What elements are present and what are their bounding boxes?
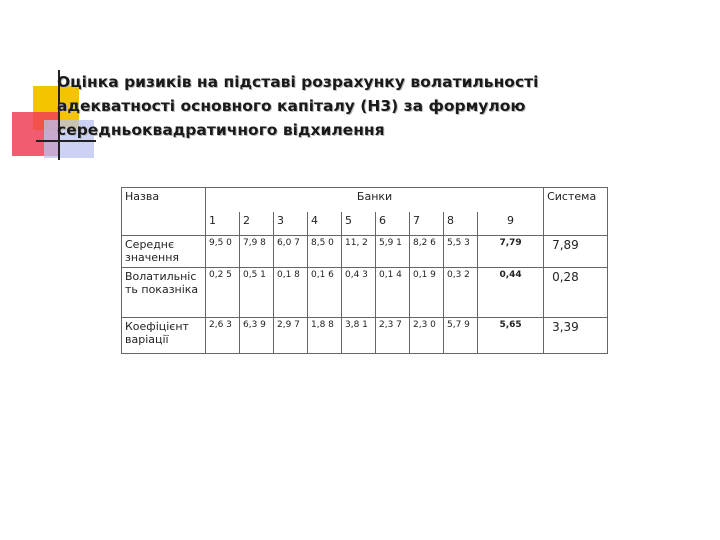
table-cell: 7,79 bbox=[478, 236, 544, 268]
title-line-1: Оцінка ризиків на підставі розрахунку волатильності bbox=[57, 73, 539, 91]
table-cell: 5,9 1 bbox=[376, 236, 410, 268]
row-label: Середнє значення bbox=[122, 236, 206, 268]
row-label: Волатильніс ть показніка bbox=[122, 268, 206, 318]
table-cell: 5,7 9 bbox=[444, 318, 478, 354]
table-cell: 7,9 8 bbox=[240, 236, 274, 268]
table-cell: 0,5 1 bbox=[240, 268, 274, 318]
bank-number: 8 bbox=[444, 212, 478, 236]
table-cell: 8,5 0 bbox=[308, 236, 342, 268]
table-cell: 0,1 8 bbox=[274, 268, 308, 318]
bank-number: 1 bbox=[206, 212, 240, 236]
bank-number: 6 bbox=[376, 212, 410, 236]
header-banks: Банки bbox=[206, 188, 544, 212]
header-system: Система bbox=[544, 188, 608, 236]
table-cell: 0,1 6 bbox=[308, 268, 342, 318]
table-cell: 0,2 5 bbox=[206, 268, 240, 318]
table-cell: 11, 2 bbox=[342, 236, 376, 268]
table-cell: 2,9 7 bbox=[274, 318, 308, 354]
table-cell: 0,4 3 bbox=[342, 268, 376, 318]
header-name: Назва bbox=[122, 188, 206, 236]
title-line-3: середньоквадратичного відхилення bbox=[57, 121, 385, 139]
bank-number: 9 bbox=[478, 212, 544, 236]
table-cell: 6,0 7 bbox=[274, 236, 308, 268]
row-label: Коефіцієнт варіації bbox=[122, 318, 206, 354]
table-row bbox=[122, 236, 608, 268]
table-row bbox=[122, 268, 608, 318]
table-row bbox=[122, 318, 608, 354]
system-cell: 0,28 bbox=[544, 268, 608, 318]
table-cell: 1,8 8 bbox=[308, 318, 342, 354]
table-cell: 5,5 3 bbox=[444, 236, 478, 268]
slide-title bbox=[57, 70, 657, 142]
table-cell: 8,2 6 bbox=[410, 236, 444, 268]
table-cell: 0,3 2 bbox=[444, 268, 478, 318]
system-cell: 3,39 bbox=[544, 318, 608, 354]
title-line-2: адекватності основного капіталу (Н3) за формулою bbox=[57, 97, 526, 115]
bank-number: 2 bbox=[240, 212, 274, 236]
bank-number: 7 bbox=[410, 212, 444, 236]
table-cell: 0,44 bbox=[478, 268, 544, 318]
table-cell: 6,3 9 bbox=[240, 318, 274, 354]
bank-number: 3 bbox=[274, 212, 308, 236]
table-cell: 5,65 bbox=[478, 318, 544, 354]
table-cell: 0,1 9 bbox=[410, 268, 444, 318]
table-header-row bbox=[122, 188, 608, 212]
table-cell: 2,3 7 bbox=[376, 318, 410, 354]
system-cell: 7,89 bbox=[544, 236, 608, 268]
table-cell: 9,5 0 bbox=[206, 236, 240, 268]
risk-table bbox=[121, 187, 608, 354]
table-cell: 3,8 1 bbox=[342, 318, 376, 354]
table-cell: 2,6 3 bbox=[206, 318, 240, 354]
bank-number: 5 bbox=[342, 212, 376, 236]
bank-number: 4 bbox=[308, 212, 342, 236]
table-cell: 2,3 0 bbox=[410, 318, 444, 354]
table-cell: 0,1 4 bbox=[376, 268, 410, 318]
